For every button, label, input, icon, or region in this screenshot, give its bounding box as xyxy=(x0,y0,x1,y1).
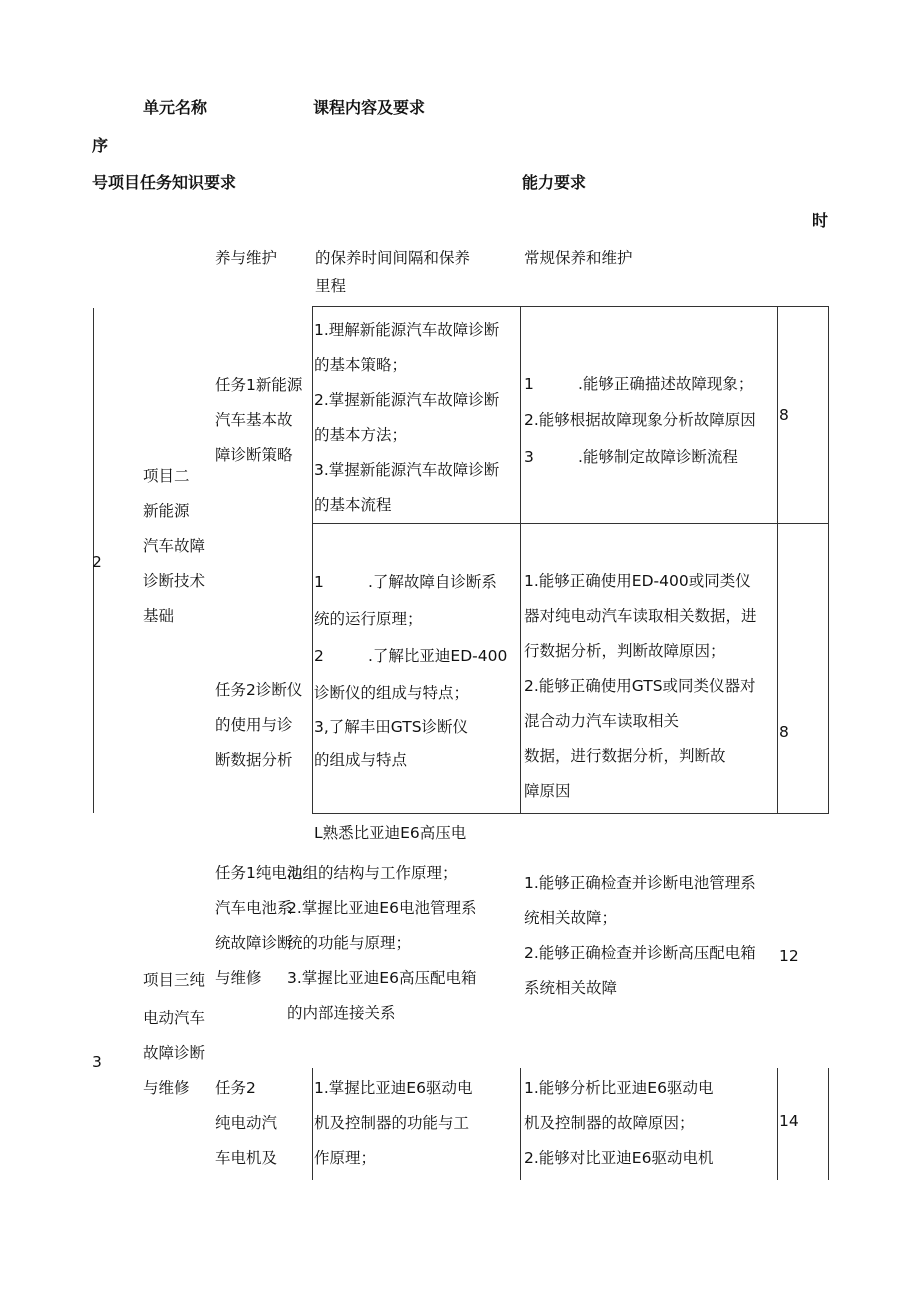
cont-knowledge-2: 里程 xyxy=(315,277,347,295)
cont-task: 养与维护 xyxy=(215,249,278,267)
task-name-line: 任务2诊断仪 xyxy=(215,681,303,699)
s2-task1-name xyxy=(215,375,302,480)
cont-knowledge-1: 的保养时间间隔和保养 xyxy=(315,249,471,267)
project-line: 基础 xyxy=(143,607,175,625)
header-seq-row: 号项目任务知识要求 xyxy=(92,173,237,192)
s3-project-first: 项目三纯 xyxy=(143,971,206,989)
s2-task2-knowledge-2: 统的运行原理； xyxy=(314,610,423,628)
s2-task1-ability-1-num: 1 xyxy=(524,375,534,393)
header-ability: 能力要求 xyxy=(522,173,587,192)
task-name-line: 任务1纯电动 xyxy=(215,864,303,882)
s2-task1-ability-3: .能够制定故障诊断流程 xyxy=(578,448,738,466)
s3-task1-knowledge xyxy=(287,863,476,1038)
header-unit-name: 单元名称 xyxy=(143,98,208,117)
project-line: 新能源 xyxy=(143,502,190,520)
grid-line xyxy=(312,306,313,814)
project-line: 与维修 xyxy=(143,1079,190,1097)
knowledge-line: 2.掌握比亚迪E6电池管理系 xyxy=(287,899,477,917)
s3-task1-ability xyxy=(524,873,756,1013)
s3-task1-pre: L熟悉比亚迪E6高压电 xyxy=(314,824,467,842)
grid-line xyxy=(312,1068,313,1180)
task-name-line: 汽车电池系 xyxy=(215,899,293,917)
knowledge-line: 1.理解新能源汽车故障诊断 xyxy=(314,321,500,339)
task-name-line: 统故障诊断 xyxy=(215,934,293,952)
s2-task2-knowledge-1: .了解故障自诊断系 xyxy=(368,573,497,591)
project-line: 汽车故障 xyxy=(143,537,206,555)
section3-number: 3 xyxy=(92,1053,102,1071)
ability-line: 障原因 xyxy=(524,782,571,800)
s2-task2-knowledge-3: .了解比亚迪ED-400 xyxy=(368,647,508,665)
s2-task1-ability-2: 2.能够根据故障现象分析故障原因 xyxy=(524,411,756,429)
s3-task2-ability xyxy=(524,1078,713,1183)
task-name-line: 汽车基本故 xyxy=(215,411,293,429)
ability-line: 2.能够对比亚迪E6驱动电机 xyxy=(524,1149,714,1167)
grid-line xyxy=(312,306,829,307)
knowledge-line: 的基本方法； xyxy=(314,426,408,444)
project-line: 故障诊断 xyxy=(143,1044,206,1062)
header-seq-top: 序 xyxy=(92,136,109,155)
knowledge-line: 统的功能与原理； xyxy=(287,934,412,952)
s3-task2-name xyxy=(215,1078,277,1183)
s2-task1-ability-3-num: 3 xyxy=(524,448,534,466)
grid-line xyxy=(828,306,829,814)
task-name-line: 障诊断策略 xyxy=(215,446,293,464)
ability-line: 器对纯电动汽车读取相关数据，进 xyxy=(524,607,757,625)
task-name-line: 车电机及 xyxy=(215,1149,278,1167)
knowledge-line: 的基本流程 xyxy=(314,496,392,514)
task-name-line: 的使用与诊 xyxy=(215,716,293,734)
grid-line xyxy=(777,306,778,814)
ability-line: 机及控制器的故障原因； xyxy=(524,1114,695,1132)
knowledge-line: 机及控制器的功能与工 xyxy=(314,1114,470,1132)
task-name-line: 纯电动汽 xyxy=(215,1114,278,1132)
grid-line xyxy=(777,1068,778,1180)
s3-task1-hours: 12 xyxy=(779,947,799,965)
header-hours: 时 xyxy=(812,211,829,230)
knowledge-line: 作原理； xyxy=(314,1149,377,1167)
ability-line: 1.能够正确检查并诊断电池管理系 xyxy=(524,874,756,892)
knowledge-line: 2.掌握新能源汽车故障诊断 xyxy=(314,391,500,409)
project-line: 电动汽车 xyxy=(143,1009,206,1027)
s2-task2-name xyxy=(215,680,302,785)
grid-line xyxy=(520,306,521,814)
ability-line: 统相关故障； xyxy=(524,909,618,927)
knowledge-line: 3.掌握新能源汽车故障诊断 xyxy=(314,461,500,479)
ability-line: 2.能够正确检查并诊断高压配电箱 xyxy=(524,944,756,962)
knowledge-line: 的内部连接关系 xyxy=(287,1004,396,1022)
s2-task2-hours: 8 xyxy=(779,723,789,741)
ability-line: 混合动力汽车读取相关 xyxy=(524,712,680,730)
knowledge-line: 的基本策略； xyxy=(314,356,408,374)
knowledge-line: 池组的结构与工作原理； xyxy=(287,864,458,882)
s2-task2-knowledge-1-num: 1 xyxy=(314,573,324,591)
cont-ability: 常规保养和维护 xyxy=(524,249,633,267)
knowledge-line: 3.掌握比亚迪E6高压配电箱 xyxy=(287,969,477,987)
s2-task1-ability-1: .能够正确描述故障现象； xyxy=(578,375,754,393)
knowledge-line: 1.掌握比亚迪E6驱动电 xyxy=(314,1079,473,1097)
section2-project xyxy=(143,466,205,641)
task-name-line: 与维修 xyxy=(215,969,262,987)
ability-line: 系统相关故障 xyxy=(524,979,618,997)
ability-line: 2.能够正确使用GTS或同类仪器对 xyxy=(524,677,756,695)
section2-number: 2 xyxy=(92,553,102,571)
project-line: 项目二 xyxy=(143,467,190,485)
s2-task2-ability xyxy=(524,571,757,816)
s2-task2-knowledge-5: 3,了解丰田GTS诊断仪 xyxy=(314,718,469,736)
ability-line: 行数据分析，判断故障原因； xyxy=(524,642,726,660)
project-line: 诊断技术 xyxy=(143,572,206,590)
s2-task1-knowledge xyxy=(314,320,499,530)
ability-line: 1.能够分析比亚迪E6驱动电 xyxy=(524,1079,714,1097)
s2-task2-knowledge-4: 诊断仪的组成与特点； xyxy=(314,684,470,702)
s3-task2-hours: 14 xyxy=(779,1112,799,1130)
task-name-line: 任务2 xyxy=(215,1079,256,1097)
header-course-content: 课程内容及要求 xyxy=(313,98,426,117)
ability-line: 1.能够正确使用ED-400或同类仪 xyxy=(524,572,751,590)
s3-project xyxy=(143,1008,205,1113)
s2-task2-knowledge-6: 的组成与特点 xyxy=(314,751,408,769)
s3-task2-knowledge xyxy=(314,1078,472,1183)
ability-line: 数据，进行数据分析，判断故 xyxy=(524,747,726,765)
s2-task1-hours: 8 xyxy=(779,406,789,424)
task-name-line: 任务1新能源 xyxy=(215,376,303,394)
s2-task2-knowledge-3-num: 2 xyxy=(314,647,324,665)
task-name-line: 断数据分析 xyxy=(215,751,293,769)
grid-line xyxy=(520,1068,521,1180)
grid-line xyxy=(828,1068,829,1180)
